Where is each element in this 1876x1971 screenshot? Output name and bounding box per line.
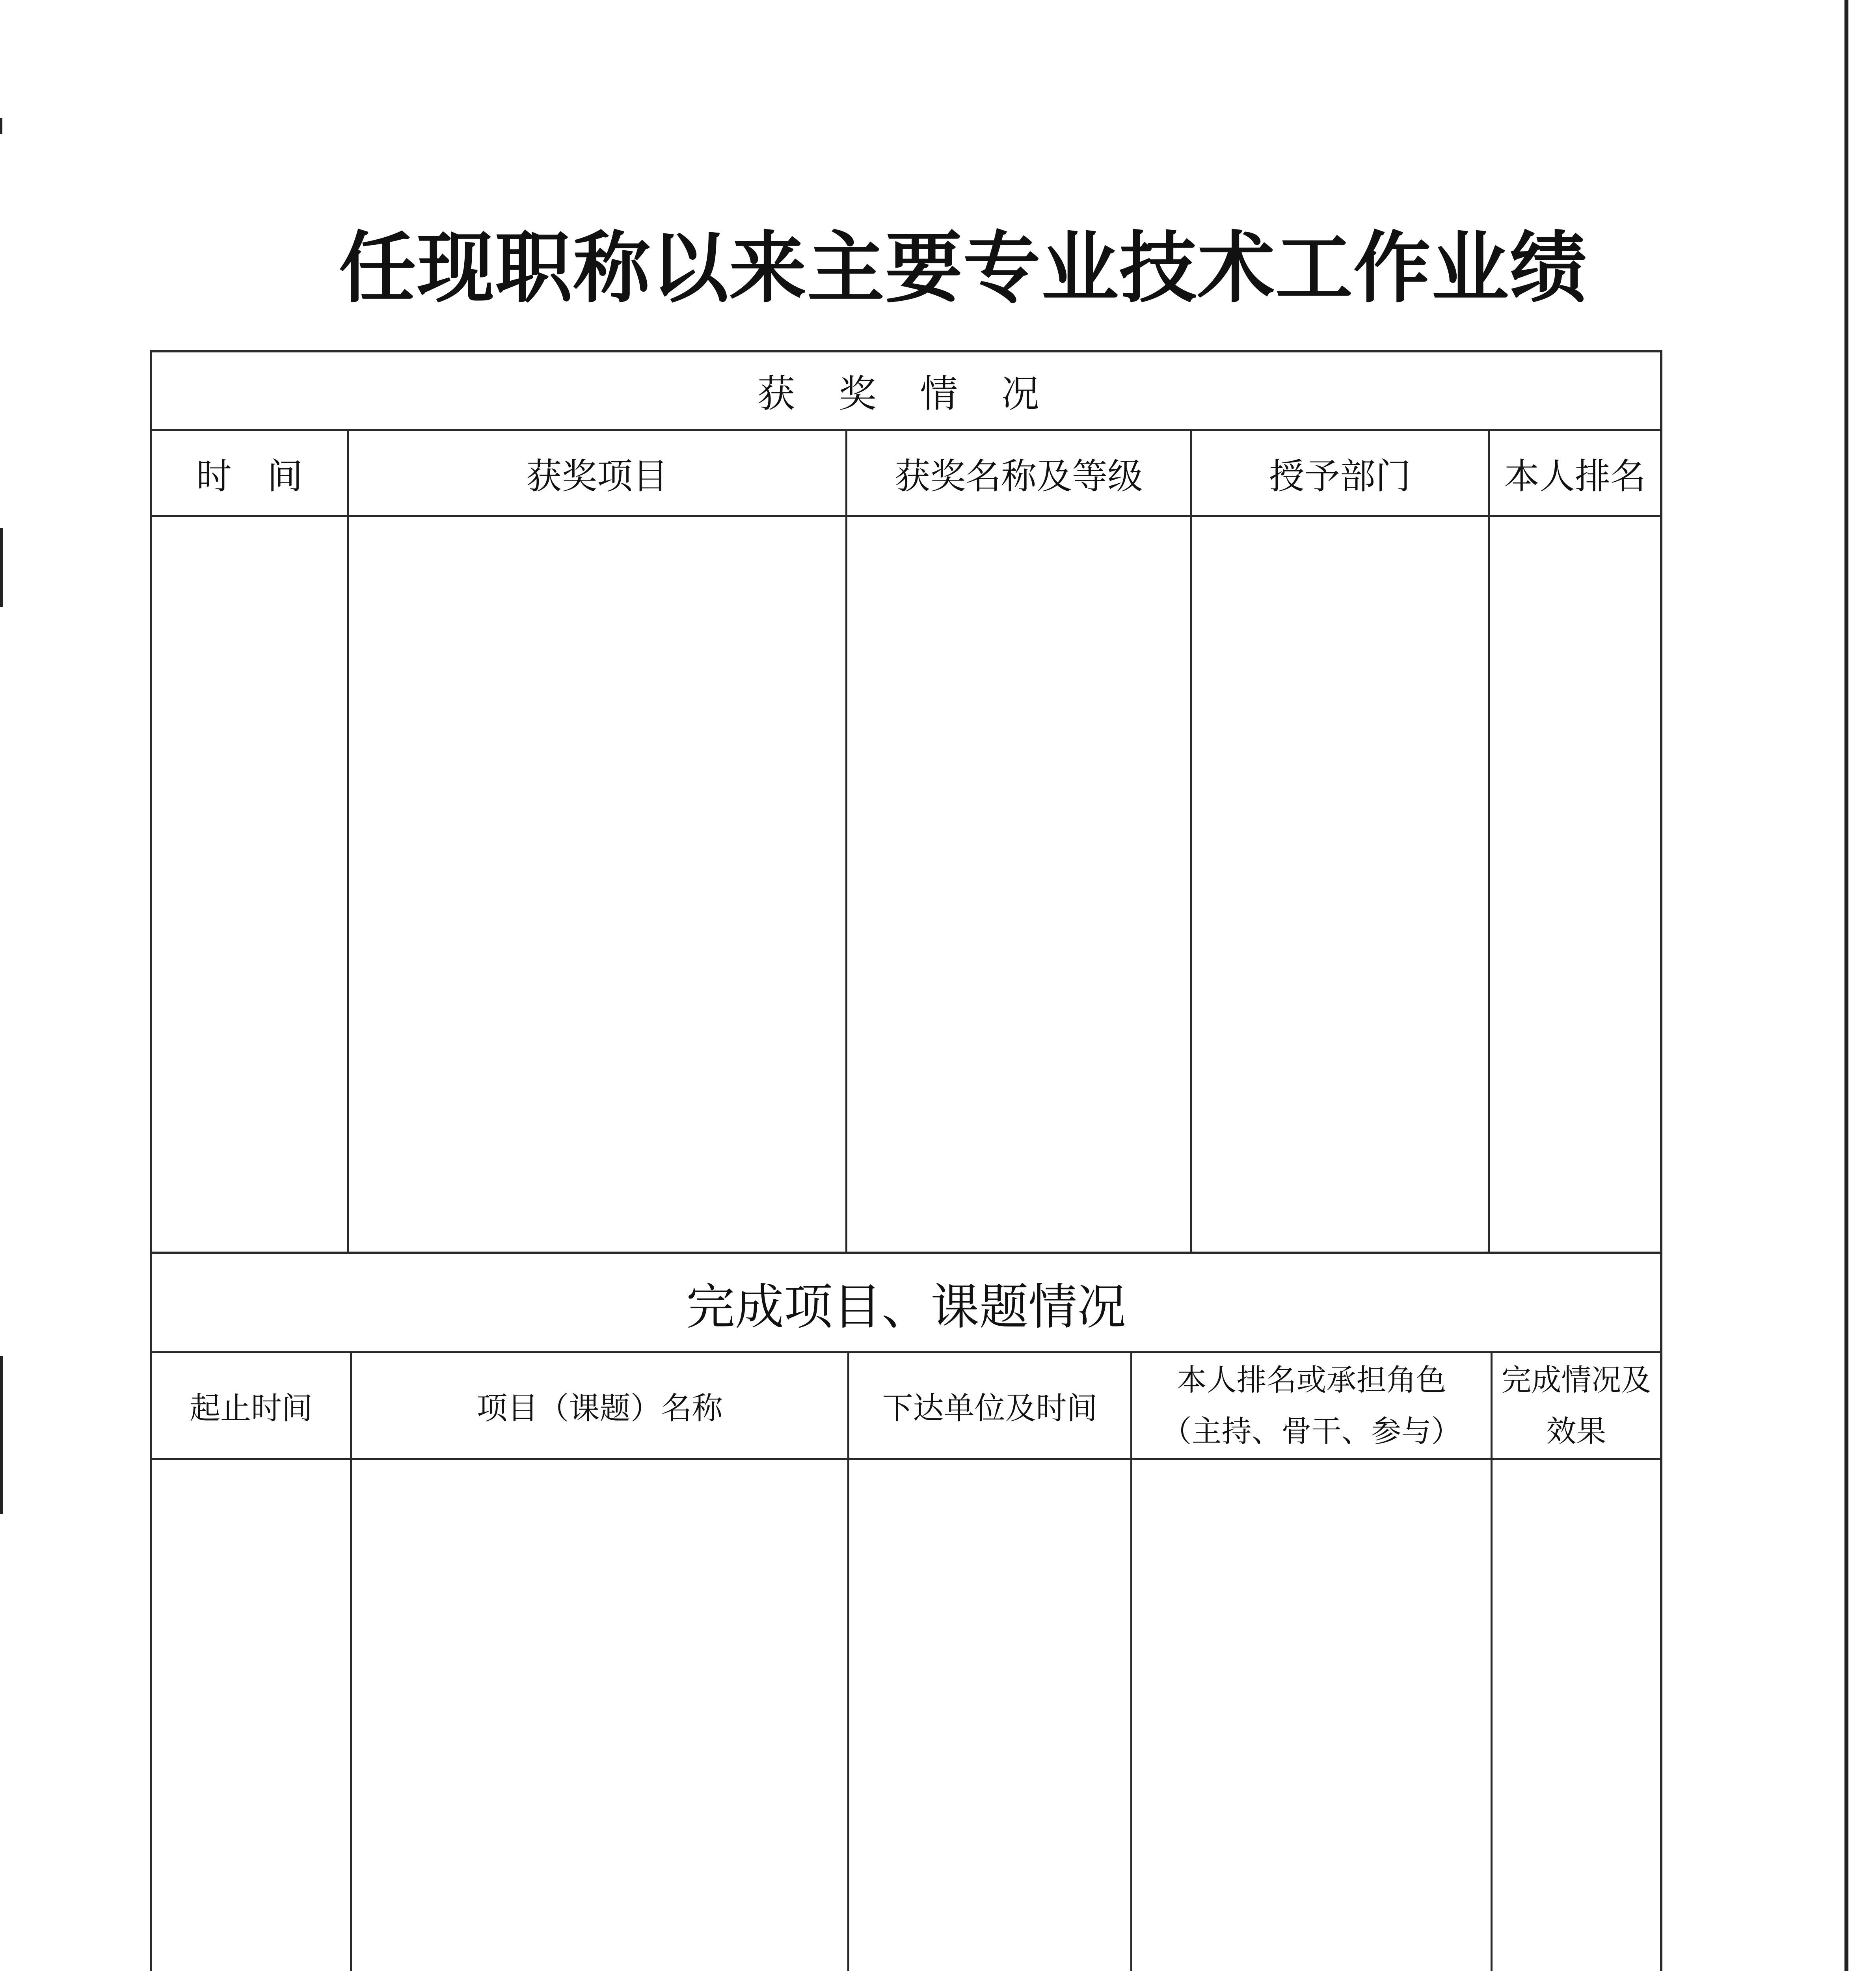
awards-entry-award-name-cell[interactable]: [847, 517, 1190, 1252]
scan-edge-mark-left-mid: [0, 528, 3, 607]
awards-col-own-ranking: 本人排名: [1504, 455, 1646, 497]
projects-entry-role-cell[interactable]: [1132, 1460, 1491, 1971]
projects-col-own-role-line1: 本人排名或承担角色: [1176, 1362, 1446, 1397]
projects-entry-name-cell[interactable]: [352, 1460, 847, 1971]
awards-col-award-name-level: 获奖名称及等级: [895, 455, 1143, 497]
projects-col-completion-effect-line1: 完成情况及: [1501, 1362, 1651, 1397]
projects-col-project-name: 项目（课题）名称: [476, 1390, 723, 1426]
awards-entry-department-cell[interactable]: [1192, 517, 1488, 1252]
scan-edge-mark-left-top: [0, 118, 2, 134]
projects-col-completion-effect: [1493, 1353, 1660, 1458]
awards-section-heading: 获 奖 情 况: [757, 371, 1055, 416]
awards-entry-time-cell[interactable]: [152, 517, 347, 1252]
projects-entry-issuing-unit-cell[interactable]: [849, 1460, 1130, 1971]
projects-col-completion-effect-line2: 效果: [1546, 1413, 1606, 1449]
projects-col-own-role-line2: （主持、骨干、参与）: [1161, 1413, 1461, 1449]
scan-edge-mark-right: [1844, 0, 1848, 1971]
projects-section-heading: 完成项目、课题情况: [686, 1278, 1126, 1336]
projects-col-issuing-unit-time: 下达单位及时间: [882, 1390, 1098, 1426]
page-title: 任现职称以来主要专业技术工作业绩: [339, 223, 1588, 313]
table-border-right: [1660, 351, 1662, 1971]
projects-col-own-role: [1132, 1353, 1491, 1458]
awards-col-project: 获奖项目: [526, 455, 668, 497]
scan-edge-mark-left-low: [0, 1356, 3, 1514]
projects-entry-time-cell[interactable]: [152, 1460, 350, 1971]
projects-col-start-end-time: 起止时间: [189, 1390, 313, 1426]
awards-col-time: 时 间: [196, 455, 303, 497]
awards-entry-ranking-cell[interactable]: [1490, 517, 1660, 1252]
awards-entry-project-cell[interactable]: [349, 517, 845, 1252]
projects-entry-completion-cell[interactable]: [1493, 1460, 1660, 1971]
awards-col-granting-department: 授予部门: [1269, 455, 1411, 497]
